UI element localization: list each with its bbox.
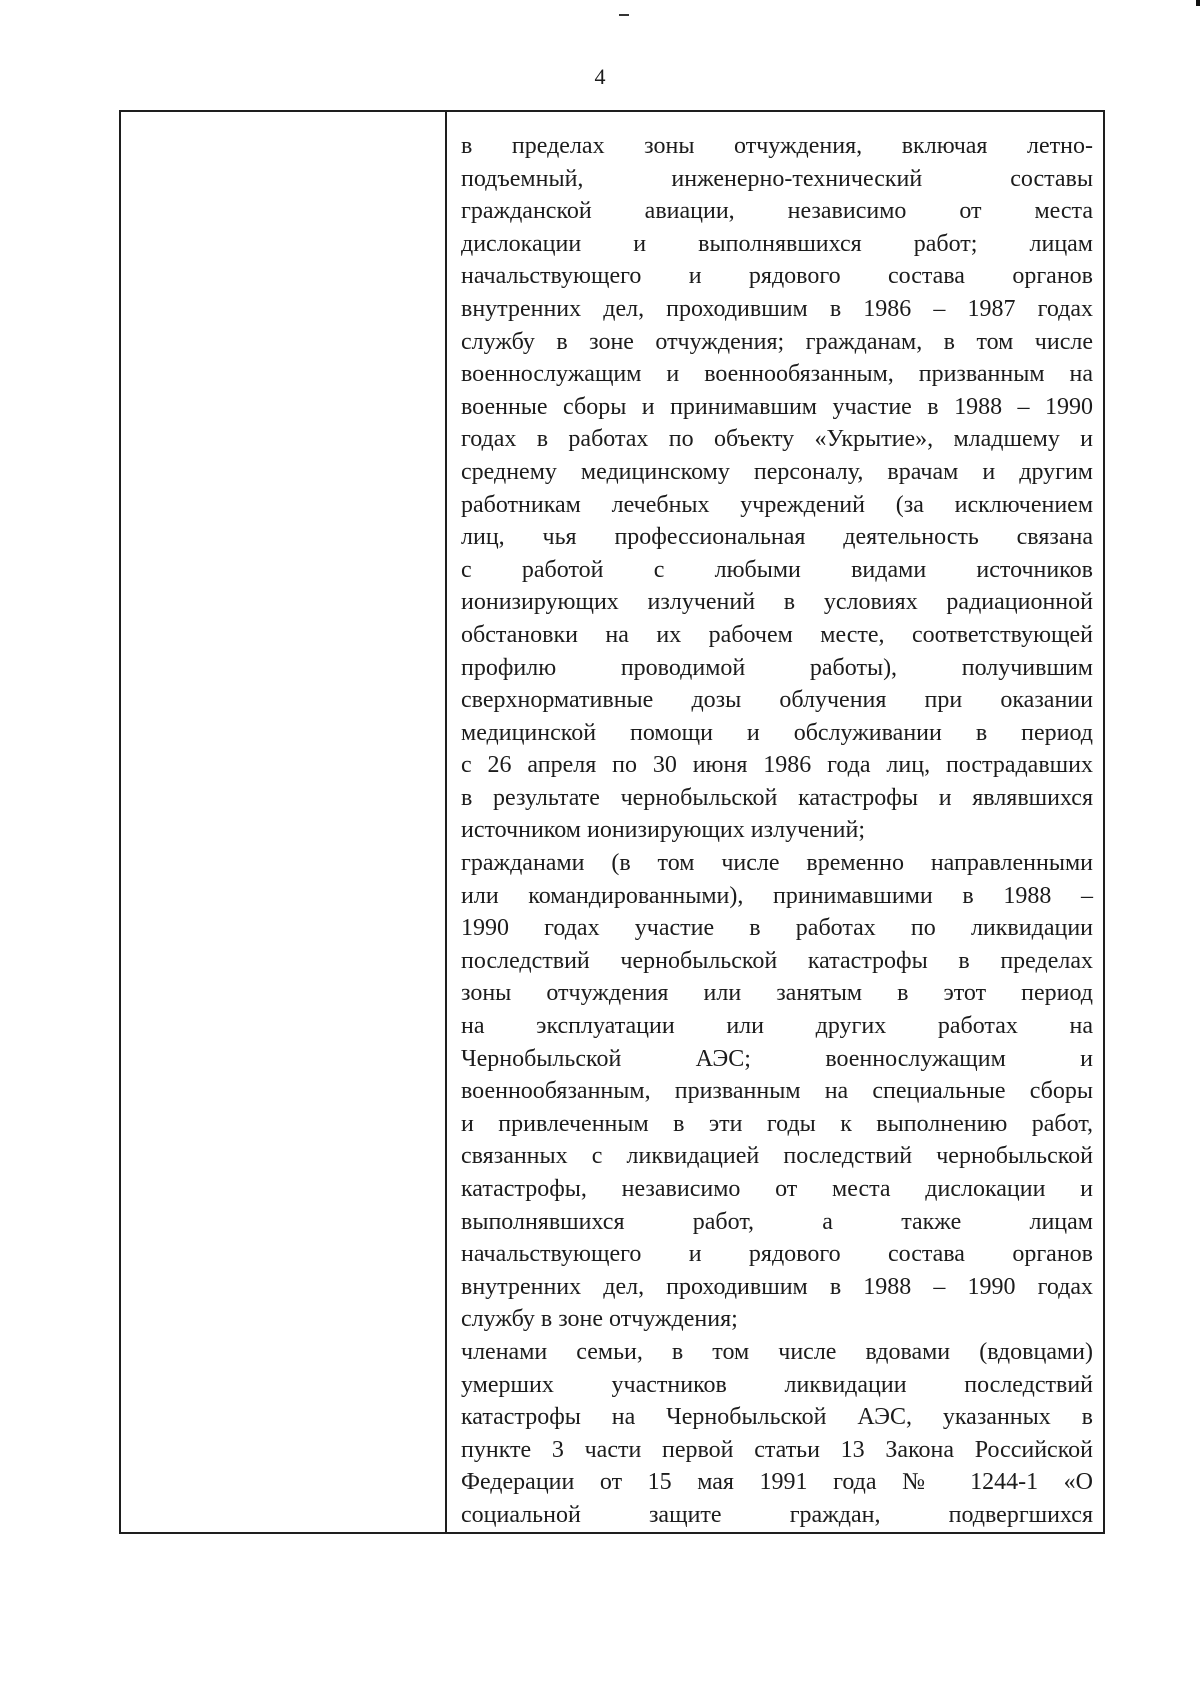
text-line: гражданской авиации, независимо от места [461,198,1093,225]
text-line: катастрофы, независимо от места дислокации и [461,1176,1093,1202]
text-line: лиц, чья профессиональная деятельность связана [461,524,1093,551]
text-line: 1990 годах участие в работах по ликвидации [461,915,1093,942]
text-line: медицинской помощи и обслуживании в период [461,719,1093,746]
text-line: внутренних дел, проходившим в 1988 – 1990 годах [461,1273,1093,1300]
text-line: службу в зоне отчуждения; [461,1306,738,1333]
text-line: начальствующего и рядового состава органов [461,263,1093,290]
text-line: военные сборы и принимавшим участие в 1988 – 1990 [461,393,1093,420]
page-number: 4 [594,64,606,89]
text-line: социальной защите граждан, подвергшихся [461,1501,1093,1528]
text-line: и привлеченным в эти годы к выполнению работ, [461,1110,1093,1137]
text-line: источником ионизирующих излучений; [461,817,865,844]
scan-artifact-corner [1196,0,1200,6]
text-line: дислокации и выполнявшихся работ; лицам [461,230,1093,257]
text-line: внутренних дел, проходившим в 1986 – 1987 годах [461,295,1093,322]
text-line: в результате чернобыльской катастрофы и являвшихся [461,784,1093,811]
text-line: обстановки на их рабочем месте, соответствующей [461,621,1093,648]
text-line: членами семьи, в том числе вдовами (вдовцами) [461,1338,1093,1365]
text-line: катастрофы на Чернобыльской АЭС, указанных в [461,1404,1093,1431]
text-line: в пределах зоны отчуждения, включая летно- [461,133,1093,159]
text-line: среднему медицинскому персоналу, врачам и другим [461,458,1093,485]
text-line: военнообязанным, призванным на специальные сборы [461,1078,1093,1105]
text-line: гражданами (в том числе временно направленными [461,850,1093,877]
table-left-cell [121,112,447,1532]
text-line: начальствующего и рядового состава органов [461,1241,1093,1268]
text-line: с 26 апреля по 30 июня 1986 года лиц, пострадавших [461,752,1093,779]
text-line: работникам лечебных учреждений (за исключением [461,491,1093,518]
text-line: с работой с любыми видами источников [461,556,1093,583]
text-line: военнослужащим и военнообязанным, призванным на [461,361,1093,388]
text-line: ионизирующих излучений в условиях радиационной [461,589,1093,616]
text-line: подъемный, инженерно-технический составы [461,165,1093,192]
text-line: выполнявшихся работ, а также лицам [461,1208,1093,1235]
scan-artifact-top [619,14,629,16]
text-line: зоны отчуждения или занятым в этот период [461,980,1093,1007]
document-table [119,110,1105,1534]
text-line: последствий чернобыльской катастрофы в пределах [461,947,1093,974]
text-line: годах в работах по объекту «Укрытие», младшему и [461,426,1093,453]
text-line: или командированными), принимавшими в 1988 – [461,882,1093,909]
text-line: сверхнормативные дозы облучения при оказании [461,687,1093,714]
text-line: профилю проводимой работы), получившим [461,654,1093,681]
text-line: службу в зоне отчуждения; гражданам, в том числе [461,328,1093,355]
text-line: умерших участников ликвидации последствий [461,1371,1093,1398]
text-line: Федерации от 15 мая 1991 года № 1244-1 «О [461,1469,1093,1496]
text-line: на эксплуатации или других работах на [461,1013,1093,1040]
text-line: Чернобыльской АЭС; военнослужащим и [461,1045,1093,1072]
text-line: пункте 3 части первой статьи 13 Закона Российской [461,1436,1093,1463]
table-right-cell [447,112,1103,1532]
text-line: связанных с ликвидацией последствий чернобыльской [461,1143,1093,1170]
